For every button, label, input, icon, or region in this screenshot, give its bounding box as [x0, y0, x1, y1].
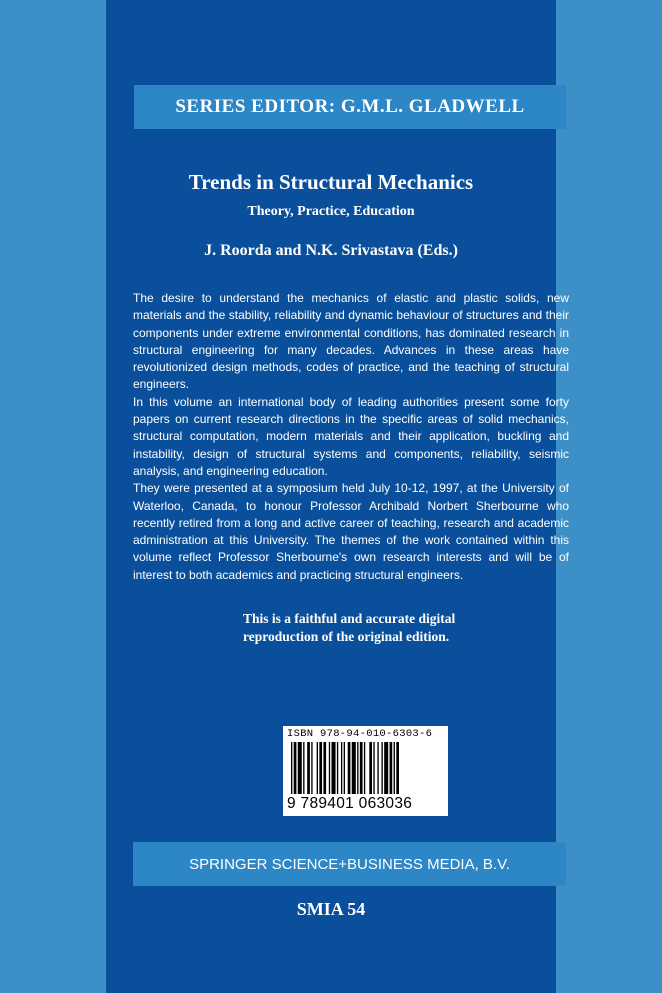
barcode-bar — [352, 742, 356, 794]
barcode-bar — [360, 742, 363, 794]
barcode-bars — [291, 742, 441, 794]
barcode-bar — [337, 742, 338, 794]
barcode-bar — [390, 742, 393, 794]
barcode-bar — [348, 742, 351, 794]
barcode-bar — [303, 742, 304, 794]
reproduction-note: This is a faithful and accurate digital reproduction of the original edition. — [243, 611, 456, 644]
barcode-bar — [319, 742, 322, 794]
barcode-bar — [311, 742, 312, 794]
barcode-bar — [377, 742, 378, 794]
barcode-bar — [332, 742, 336, 794]
barcode-bar — [294, 742, 297, 794]
barcode-bar — [396, 742, 399, 794]
description-paragraph: They were presented at a symposium held July 10-12, 1997, at the University of Waterloo, Canada, to honour Professor Archibald Norbert Sherbourne who recently retired from a long and active career of teaching, research and academic administration at this University. The themes of the work contained within this volume reflect Professor Sherbourne's own research interests and will be of interest to both academics and practicing structural engineers. — [133, 481, 569, 582]
barcode-bar — [291, 742, 292, 794]
series-editor-banner — [134, 85, 566, 129]
book-editors: J. Roorda and N.K. Srivastava (Eds.) — [204, 242, 458, 259]
publisher-banner — [133, 842, 566, 886]
barcode-bar — [394, 742, 395, 794]
publisher-name: SPRINGER SCIENCE+BUSINESS MEDIA, B.V. — [189, 855, 510, 873]
barcode-bar — [381, 742, 382, 794]
barcode-bar — [329, 742, 330, 794]
book-subtitle: Theory, Practice, Education — [247, 204, 415, 219]
barcode-bar — [384, 742, 388, 794]
barcode-bar — [323, 742, 326, 794]
barcode-bar — [341, 742, 342, 794]
barcode-bar — [344, 742, 345, 794]
book-title: Trends in Structural Mechanics — [188, 170, 474, 194]
description-paragraph: The desire to understand the mechanics of elastic and plastic solids, new materials and the stability, reliability and dynamic behaviour of structures and their components under extreme environmental conditions, has dominated research in structural engineering for many decades. Advances in these areas have revolutionized design methods, codes of practice, and the teaching of structural engineers. — [133, 291, 569, 392]
barcode-bar — [364, 742, 365, 794]
isbn-label: ISBN 978-94-010-6303-6 — [287, 728, 433, 740]
series-editor-text: SERIES EDITOR: G.M.L. GLADWELL — [175, 96, 525, 117]
description — [133, 290, 569, 584]
barcode-bar — [307, 742, 310, 794]
barcode-bar — [357, 742, 358, 794]
isbn-barcode — [283, 726, 448, 816]
barcode-bar — [317, 742, 318, 794]
barcode-digits: 9 789401 063036 — [287, 795, 413, 812]
barcode-bar — [373, 742, 374, 794]
description-paragraph: In this volume an international body of leading authorities present some forty papers on current research directions in the specific areas of solid mechanics, structural computation, modern materials and their application, buckling and instability, design of structural systems and components, reliability, seismic analysis, and engineering education. — [133, 394, 569, 478]
barcode-bar — [298, 742, 302, 794]
series-code: SMIA 54 — [296, 899, 366, 919]
barcode-bar — [369, 742, 372, 794]
